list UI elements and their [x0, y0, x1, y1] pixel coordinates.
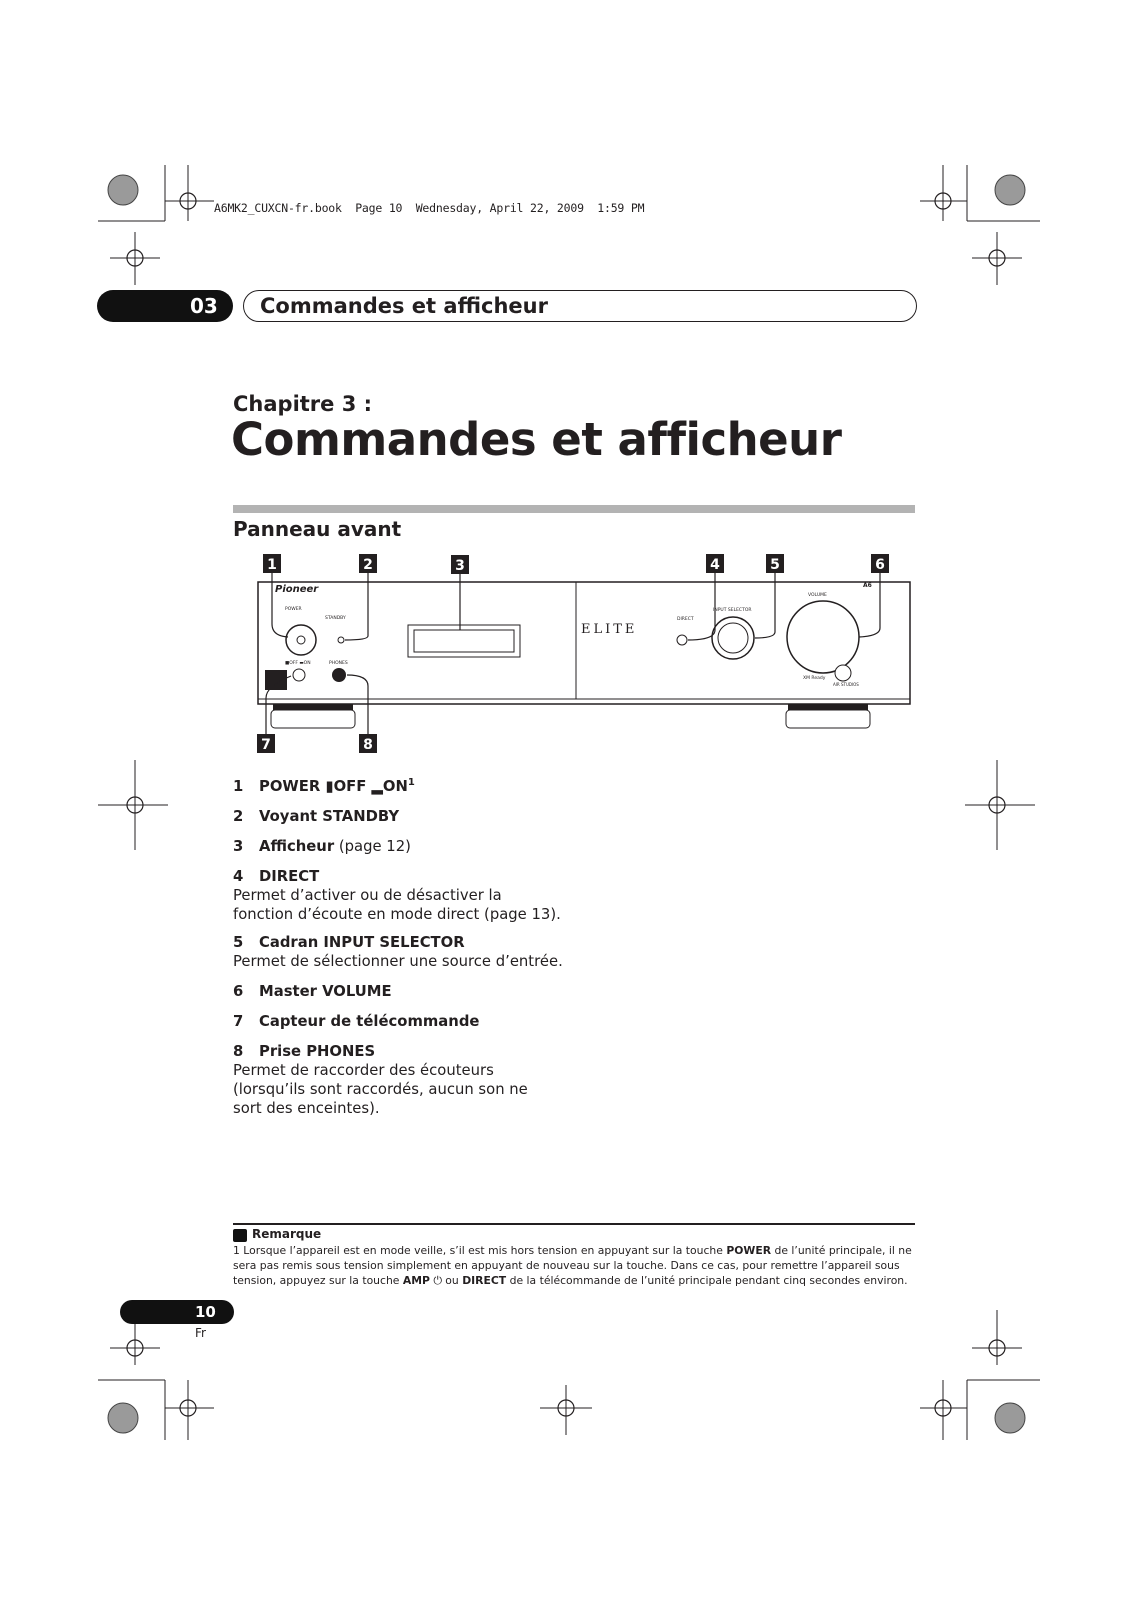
off-symbol-icon: ▮: [325, 777, 334, 795]
brand-logo: Pioneer: [275, 584, 319, 595]
svg-text:7: 7: [261, 737, 271, 753]
control-list: [233, 773, 793, 1129]
svg-text:5: 5: [770, 557, 780, 573]
svg-text:6: 6: [875, 557, 885, 573]
elite-logo: ELITE: [581, 622, 638, 637]
svg-text:1: 1: [267, 557, 277, 573]
note-pencil-icon: [233, 1229, 247, 1242]
list-item: 4 DIRECT Permet d’activer ou de désactiver la fonction d’écoute en mode direct (page 13).: [233, 867, 561, 923]
list-item: 6 Master VOLUME: [233, 982, 392, 1000]
svg-text:AIR STUDIOS: AIR STUDIOS: [833, 682, 859, 687]
note-title: Remarque: [252, 1227, 322, 1241]
page-number: 10: [195, 1303, 216, 1321]
svg-text:3: 3: [455, 558, 465, 574]
svg-text:STANDBY: STANDBY: [325, 616, 346, 621]
print-header: A6MK2_CUXCN-fr.book Page 10 Wednesday, April 22, 2009 1:59 PM: [214, 201, 645, 215]
list-item: 2 Voyant STANDBY: [233, 807, 400, 825]
page-language: Fr: [195, 1326, 206, 1340]
list-item: 5 Cadran INPUT SELECTOR Permet de sélectionner une source d’entrée.: [233, 933, 563, 970]
chapter-tab-title: Commandes et afficheur: [260, 294, 548, 318]
svg-text:2: 2: [363, 557, 373, 573]
chapter-label: Chapitre 3 :: [233, 392, 373, 416]
page-title: Commandes et afficheur: [231, 413, 842, 466]
section-title: Panneau avant: [233, 517, 402, 541]
svg-text:XM Ready: XM Ready: [803, 676, 826, 681]
list-item: 1 POWER ▮OFF $▂ON^1$: [233, 777, 415, 795]
on-symbol-icon: ▂: [371, 777, 383, 795]
svg-text:INPUT SELECTOR: INPUT SELECTOR: [713, 608, 752, 613]
svg-text:4: 4: [710, 557, 720, 573]
svg-text:DIRECT: DIRECT: [677, 617, 694, 622]
front-panel-figure: [233, 548, 915, 760]
svg-text:8: 8: [363, 737, 373, 753]
section-rule: [233, 505, 915, 513]
list-item: 8 Prise PHONES Permet de raccorder des écouteurs (lorsqu’ils sont raccordés, aucun son ne sort des enceintes).: [233, 1042, 528, 1117]
svg-text:POWER: POWER: [285, 607, 302, 612]
note-rule: [233, 1223, 915, 1225]
page-number-pill: [120, 1300, 234, 1324]
list-item: 7 Capteur de télécommande: [233, 1012, 480, 1030]
svg-text:A6: A6: [863, 582, 872, 589]
list-item: 3 Afficheur (page 12): [233, 837, 411, 855]
note-text: 1 Lorsque l’appareil est en mode veille, s’il est mis hors tension en appuyant sur la touche POWER de l’unité principale, il ne sera pas remis sous tension simplement en appuyant de nouveau sur la touche. Dans ce cas, pour remettre l’appareil sous tension, appuyez sur la touche AMP ⏻ ou DIRECT de la télécommande de l’unité principale pendant cinq secondes environ.: [233, 1244, 912, 1287]
svg-text:VOLUME: VOLUME: [808, 593, 827, 598]
svg-text:■OFF ▬ON: ■OFF ▬ON: [285, 661, 311, 666]
svg-text:PHONES: PHONES: [329, 661, 348, 666]
chapter-number: 03: [190, 294, 218, 318]
